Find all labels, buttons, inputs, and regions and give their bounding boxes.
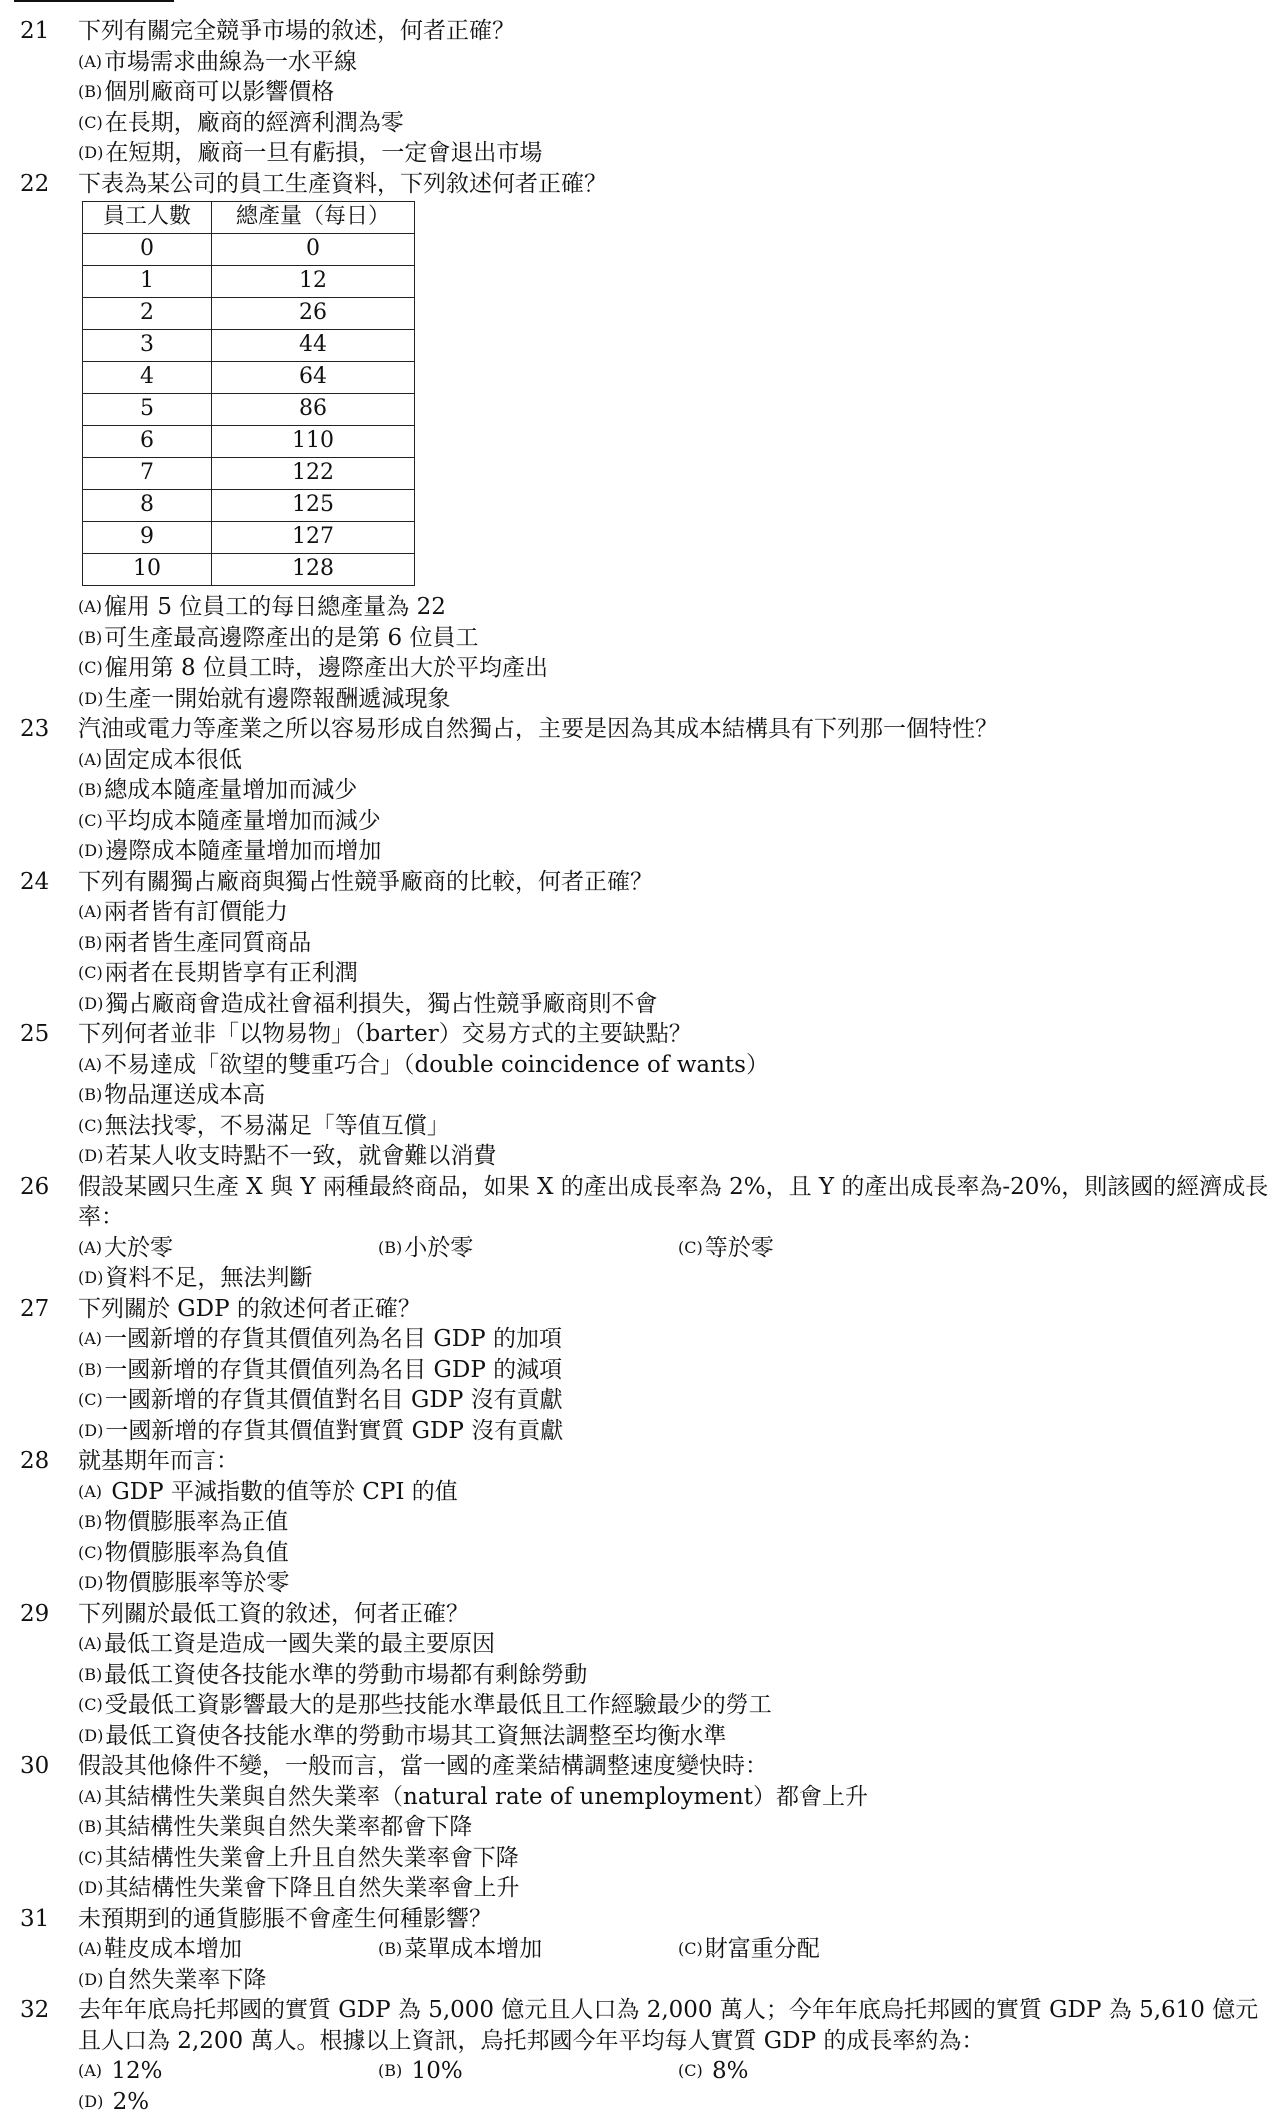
option-marker: (A) (78, 1939, 102, 1958)
option-text: 兩者皆生產同質商品 (104, 930, 311, 956)
option-text: 總成本隨產量增加而減少 (104, 777, 357, 803)
option-text: 自然失業率下降 (105, 1967, 266, 1993)
question-stem: 未預期到的通貨膨脹不會產生何種影響？ (78, 1904, 1274, 1935)
option-text: GDP 平減指數的值等於 CPI 的值 (104, 1479, 458, 1505)
option-marker: (C) (678, 1238, 703, 1257)
option-marker: (D) (78, 1573, 103, 1592)
question-number: 25 (20, 1019, 70, 1050)
option-text: 小於零 (404, 1235, 473, 1261)
option-text: 財富重分配 (705, 1936, 820, 1962)
option-marker: (D) (78, 841, 103, 860)
option-marker: (C) (78, 1848, 103, 1867)
question-stem: 下列關於最低工資的敘述，何者正確？ (78, 1599, 1274, 1630)
option-c (78, 1690, 1274, 1721)
option-marker: (D) (78, 994, 103, 1013)
table-cell: 128 (212, 554, 415, 586)
question-stem: 下表為某公司的員工生產資料，下列敘述何者正確？ (78, 169, 1274, 200)
option-text: 無法找零，不易滿足「等值互償」 (105, 1113, 450, 1139)
option-marker: (C) (78, 811, 103, 830)
option-b (378, 1934, 678, 1965)
option-b (378, 1233, 678, 1264)
table-row (83, 426, 415, 458)
option-list (78, 47, 1274, 169)
option-list (78, 1934, 1274, 1995)
option-marker: (D) (78, 143, 103, 162)
option-d (78, 1416, 678, 1447)
option-text: 若某人收支時點不一致，就會難以消費 (105, 1143, 496, 1169)
option-marker: (D) (78, 1726, 103, 1745)
option-b (78, 77, 678, 108)
option-c (78, 1538, 678, 1569)
option-text: 兩者在長期皆享有正利潤 (105, 960, 358, 986)
table-cell: 5 (83, 394, 212, 426)
option-d (78, 836, 678, 867)
option-a (78, 2056, 378, 2087)
table-cell: 9 (83, 522, 212, 554)
option-b (78, 1660, 1274, 1691)
table-cell: 86 (212, 394, 415, 426)
option-text: 其結構性失業會下降且自然失業率會上升 (105, 1875, 519, 1901)
option-marker: (A) (78, 1634, 102, 1653)
option-b (78, 1080, 1274, 1111)
option-marker: (D) (78, 1878, 103, 1897)
question-32 (0, 1995, 1274, 2117)
option-marker: (C) (678, 1939, 703, 1958)
question-22 (0, 169, 1274, 715)
question-number: 30 (20, 1751, 70, 1782)
question-number: 29 (20, 1599, 70, 1630)
option-list (78, 745, 1274, 867)
table-row (83, 362, 415, 394)
option-text: 一國新增的存貨其價值對實質 GDP 沒有貢獻 (105, 1418, 563, 1444)
question-29 (0, 1599, 1274, 1752)
option-text: 不易達成「欲望的雙重巧合」（double coincidence of wants） (104, 1052, 769, 1078)
question-27 (0, 1294, 1274, 1447)
option-marker: (B) (78, 82, 102, 101)
option-marker: (D) (78, 2092, 103, 2111)
option-marker: (C) (78, 1543, 103, 1562)
option-marker: (D) (78, 1970, 103, 1989)
question-number: 23 (20, 714, 70, 745)
option-marker: (C) (678, 2061, 703, 2080)
question-number: 27 (20, 1294, 70, 1325)
option-a (78, 745, 678, 776)
question-stem: 下列關於 GDP 的敘述何者正確？ (78, 1294, 1274, 1325)
option-b (78, 928, 1274, 959)
option-marker: (A) (78, 52, 102, 71)
option-text: 一國新增的存貨其價值對名目 GDP 沒有貢獻 (105, 1387, 563, 1413)
option-text: 12% (104, 2058, 162, 2084)
option-list (78, 592, 1274, 714)
option-marker: (B) (78, 933, 102, 952)
option-text: 物價膨脹率為負值 (105, 1540, 289, 1566)
option-text: 8% (705, 2058, 749, 2084)
option-c (78, 1385, 678, 1416)
option-marker: (A) (78, 750, 102, 769)
option-text: 在長期，廠商的經濟利潤為零 (105, 110, 404, 136)
question-26 (0, 1172, 1274, 1294)
option-b (378, 2056, 678, 2087)
question-31 (0, 1904, 1274, 1996)
option-list (78, 1477, 1274, 1599)
option-text: 等於零 (705, 1235, 774, 1261)
option-marker: (C) (78, 963, 103, 982)
option-c (78, 653, 678, 684)
option-text: 物價膨脹率為正值 (104, 1509, 288, 1535)
question-stem: 就基期年而言： (78, 1446, 1274, 1477)
option-b (78, 1355, 678, 1386)
option-marker: (C) (78, 1116, 103, 1135)
option-text: 在短期，廠商一旦有虧損，一定會退出市場 (105, 140, 542, 166)
option-text: 最低工資使各技能水準的勞動市場其工資無法調整至均衡水準 (105, 1723, 726, 1749)
table-cell: 26 (212, 298, 415, 330)
table-row (83, 298, 415, 330)
option-d (78, 2087, 378, 2117)
option-text: 兩者皆有訂價能力 (104, 899, 288, 925)
option-a (78, 47, 678, 78)
option-text: 其結構性失業與自然失業率都會下降 (104, 1814, 472, 1840)
option-b (78, 623, 678, 654)
option-marker: (B) (78, 1360, 102, 1379)
option-marker: (A) (78, 1787, 102, 1806)
option-c (78, 806, 678, 837)
option-list (78, 1782, 1274, 1904)
option-text: 邊際成本隨產量增加而增加 (105, 838, 381, 864)
table-cell: 127 (212, 522, 415, 554)
option-text: 固定成本很低 (104, 747, 242, 773)
option-c (678, 1233, 978, 1264)
option-marker: (B) (78, 628, 102, 647)
option-c (678, 1934, 978, 1965)
option-text: 市場需求曲線為一水平線 (104, 49, 357, 75)
option-a (78, 1324, 678, 1355)
option-marker: (A) (78, 1055, 102, 1074)
option-a (78, 897, 1274, 928)
question-25 (0, 1019, 1274, 1172)
question-number: 24 (20, 867, 70, 898)
option-text: 平均成本隨產量增加而減少 (105, 808, 381, 834)
option-marker: (A) (78, 597, 102, 616)
option-a (78, 1934, 378, 1965)
question-stem: 下列有關完全競爭市場的敘述，何者正確？ (78, 16, 1274, 47)
option-marker: (C) (78, 658, 103, 677)
option-list (78, 2056, 1274, 2117)
table-cell: 64 (212, 362, 415, 394)
option-marker: (B) (378, 1939, 402, 1958)
option-text: 物價膨脹率等於零 (105, 1570, 289, 1596)
option-marker: (D) (78, 1421, 103, 1440)
option-d (78, 138, 678, 169)
table-row (83, 234, 415, 266)
option-text: 生產一開始就有邊際報酬遞減現象 (105, 686, 450, 712)
option-c (78, 1843, 1274, 1874)
option-b (78, 1812, 1274, 1843)
option-marker: (A) (78, 1329, 102, 1348)
question-23 (0, 714, 1274, 867)
option-list (78, 1050, 1274, 1172)
table-cell: 1 (83, 266, 212, 298)
table-cell: 6 (83, 426, 212, 458)
table-cell: 122 (212, 458, 415, 490)
option-text: 2% (105, 2089, 149, 2115)
table-row (83, 394, 415, 426)
option-marker: (A) (78, 1238, 102, 1257)
option-list (78, 1233, 1274, 1294)
table-cell: 4 (83, 362, 212, 394)
option-marker: (B) (78, 1085, 102, 1104)
option-marker: (A) (78, 902, 102, 921)
table-cell: 10 (83, 554, 212, 586)
option-marker: (C) (78, 1390, 103, 1409)
option-marker: (B) (78, 1817, 102, 1836)
option-text: 最低工資使各技能水準的勞動市場都有剩餘勞動 (104, 1662, 587, 1688)
option-text: 鞋皮成本增加 (104, 1936, 242, 1962)
table-cell: 12 (212, 266, 415, 298)
table-header-cell: 員工人數 (83, 202, 212, 234)
option-a (78, 1050, 1274, 1081)
question-number: 21 (20, 16, 70, 47)
table-cell: 8 (83, 490, 212, 522)
question-number: 26 (20, 1172, 70, 1203)
option-text: 資料不足，無法判斷 (105, 1265, 312, 1291)
option-a (78, 1629, 1274, 1660)
table-row (83, 554, 415, 586)
option-marker: (B) (378, 2061, 402, 2080)
option-text: 可生產最高邊際產出的是第 6 位員工 (104, 625, 478, 651)
option-text: 一國新增的存貨其價值列為名目 GDP 的減項 (104, 1357, 562, 1383)
option-text: 獨占廠商會造成社會福利損失，獨占性競爭廠商則不會 (105, 991, 657, 1017)
option-b (78, 1507, 678, 1538)
question-stem: 去年年底烏托邦國的實質 GDP 為 5,000 億元且人口為 2,000 萬人；今年年底烏托邦國的實質 GDP 為 5,610 億元且人口為 2,200 萬人。根據以上資訊，烏托邦國今年平均每人實質 GDP 的成長率約為： (78, 1995, 1274, 2056)
table-row (83, 490, 415, 522)
table-cell: 7 (83, 458, 212, 490)
option-a (78, 1477, 678, 1508)
option-marker: (D) (78, 1146, 103, 1165)
option-marker: (D) (78, 1268, 103, 1287)
exam-page (0, 16, 1274, 2117)
option-a (78, 1782, 1274, 1813)
option-b (78, 775, 678, 806)
option-text: 個別廠商可以影響價格 (104, 79, 334, 105)
question-21 (0, 16, 1274, 169)
option-marker: (C) (78, 1695, 103, 1714)
question-number: 22 (20, 169, 70, 200)
option-text: 物品運送成本高 (104, 1082, 265, 1108)
option-text: 菜單成本增加 (404, 1936, 542, 1962)
table-cell: 0 (83, 234, 212, 266)
option-marker: (C) (78, 113, 103, 132)
table-cell: 0 (212, 234, 415, 266)
question-24 (0, 867, 1274, 1020)
question-30 (0, 1751, 1274, 1904)
option-d (78, 1568, 678, 1599)
question-stem: 假設其他條件不變，一般而言，當一國的產業結構調整速度變快時： (78, 1751, 1274, 1782)
question-stem: 汽油或電力等產業之所以容易形成自然獨占，主要是因為其成本結構具有下列那一個特性？ (78, 714, 1274, 745)
header-rule (14, 0, 174, 2)
option-text: 10% (404, 2058, 462, 2084)
option-text: 其結構性失業與自然失業率（natural rate of unemployment）都會上升 (104, 1784, 868, 1810)
question-stem: 假設某國只生產 X 與 Y 兩種最終商品，如果 X 的產出成長率為 2%，且 Y 的產出成長率為-20%，則該國的經濟成長率： (78, 1172, 1274, 1233)
question-number: 28 (20, 1446, 70, 1477)
option-d (78, 1965, 378, 1996)
option-marker: (D) (78, 689, 103, 708)
option-c (78, 1111, 1274, 1142)
option-text: 一國新增的存貨其價值列為名目 GDP 的加項 (104, 1326, 562, 1352)
option-c (78, 108, 678, 139)
option-text: 受最低工資影響最大的是那些技能水準最低且工作經驗最少的勞工 (105, 1692, 772, 1718)
option-d (78, 1721, 1274, 1752)
option-a (78, 592, 678, 623)
option-d (78, 1263, 378, 1294)
question-stem: 下列何者並非「以物易物」（barter）交易方式的主要缺點？ (78, 1019, 1274, 1050)
table-row (83, 458, 415, 490)
option-text: 其結構性失業會上升且自然失業率會下降 (105, 1845, 519, 1871)
option-text: 最低工資是造成一國失業的最主要原因 (104, 1631, 495, 1657)
option-marker: (B) (378, 1238, 402, 1257)
table-header-row (83, 202, 415, 234)
question-number: 31 (20, 1904, 70, 1935)
table-cell: 3 (83, 330, 212, 362)
option-marker: (B) (78, 780, 102, 799)
question-stem: 下列有關獨占廠商與獨占性競爭廠商的比較，何者正確？ (78, 867, 1274, 898)
option-d (78, 1873, 1274, 1904)
option-c (78, 958, 1274, 989)
option-d (78, 989, 1274, 1020)
option-text: 大於零 (104, 1235, 173, 1261)
production-table (82, 201, 415, 586)
option-list (78, 1324, 1274, 1446)
table-header-cell: 總產量（每日） (212, 202, 415, 234)
option-marker: (A) (78, 1482, 102, 1501)
table-row (83, 522, 415, 554)
option-marker: (A) (78, 2061, 102, 2080)
table-row (83, 330, 415, 362)
table-row (83, 266, 415, 298)
option-text: 僱用 5 位員工的每日總產量為 22 (104, 594, 446, 620)
question-28 (0, 1446, 1274, 1599)
option-d (78, 684, 678, 715)
option-marker: (B) (78, 1665, 102, 1684)
table-cell: 2 (83, 298, 212, 330)
table-cell: 110 (212, 426, 415, 458)
option-d (78, 1141, 1274, 1172)
table-cell: 125 (212, 490, 415, 522)
option-list (78, 1629, 1274, 1751)
option-a (78, 1233, 378, 1264)
option-text: 僱用第 8 位員工時，邊際產出大於平均產出 (105, 655, 548, 681)
option-marker: (B) (78, 1512, 102, 1531)
question-number: 32 (20, 1995, 70, 2026)
option-c (678, 2056, 978, 2087)
option-list (78, 897, 1274, 1019)
table-cell: 44 (212, 330, 415, 362)
